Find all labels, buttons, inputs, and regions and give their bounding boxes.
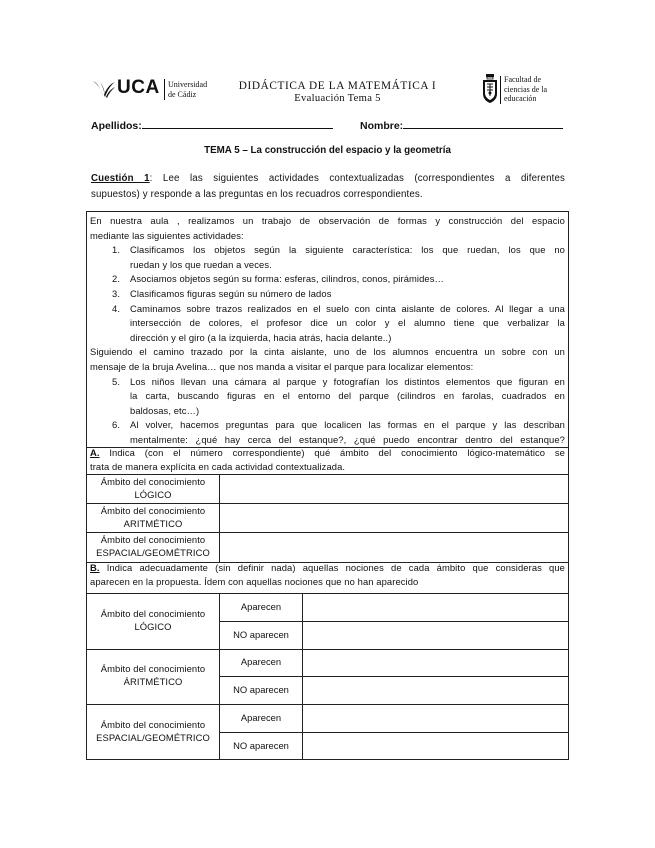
activity-item-5 — [90, 375, 565, 419]
no-aparecen-label-logico: NO aparecen — [233, 629, 289, 640]
no-aparecen-label-espacial: NO aparecen — [233, 740, 289, 751]
section-b-text — [90, 561, 565, 589]
row-title: Ámbito del conocimiento — [100, 663, 206, 674]
answer-b-aritmetico-no-aparecen[interactable] — [304, 678, 567, 703]
row-subtitle: ARITMÉTICO — [123, 517, 183, 529]
activity-item-6 — [90, 418, 565, 447]
activity-num: 6. — [112, 419, 121, 431]
activity-line: Clasificamos figuras según su número de lados — [130, 287, 332, 299]
divider-b-sub-2 — [219, 676, 569, 677]
uca-logo — [92, 76, 212, 104]
row-title: Ámbito del conocimiento — [100, 505, 206, 516]
activity-line: intersección de colores, el profesor dice un color y el alumno tiene que verbalizar la — [130, 317, 565, 329]
tema-title: TEMA 5 – La construcción del espacio y la geometría — [204, 145, 451, 156]
activity-line: baldosas, etc…) — [130, 404, 200, 416]
row-subtitle: ESPACIAL/GEOMÉTRICO — [96, 546, 210, 558]
apellidos-input-line[interactable] — [142, 117, 333, 129]
row-title: Ámbito del conocimiento — [100, 534, 206, 545]
row-title: Ámbito del conocimiento — [100, 608, 206, 619]
faculty-divider — [500, 76, 501, 104]
context-intro-2: mediante las siguientes actividades: — [90, 229, 244, 241]
section-b-text-2: aparecen en la propuesta. Ídem con aquellas nociones que no han aparecido — [90, 576, 419, 588]
nombre-field[interactable] — [360, 117, 563, 132]
answer-b-espacial-aparecen[interactable] — [304, 706, 567, 731]
logo-divider — [164, 79, 165, 100]
answer-a-logico[interactable] — [221, 476, 567, 502]
activity-line: mentalmente: ¿qué hay cerca del estanque?, ¿qué puedo encontrar dentro del estanque? — [130, 433, 565, 445]
question-label: Cuestión 1 — [91, 173, 150, 184]
section-b-row-logico — [87, 608, 219, 633]
activity-num: 5. — [112, 375, 121, 387]
university-name-line-2: de Cádiz — [168, 89, 197, 99]
uca-birds-icon — [92, 78, 116, 100]
aparecen-label-espacial: Aparecen — [240, 712, 282, 723]
faculty-name-line-3: educación — [504, 94, 537, 103]
context-text — [90, 214, 565, 448]
divider-b-row-3 — [86, 704, 569, 705]
row-title: Ámbito del conocimiento — [100, 719, 206, 730]
divider-a-row-2 — [86, 503, 569, 504]
activity-line: Al volver, hacemos preguntas para que localicen las formas en el parque y las describan — [130, 419, 565, 431]
section-a-label: A. — [90, 447, 100, 458]
faculty-name — [504, 75, 547, 104]
context-middle-2: mensaje de la bruja Avelina… que nos manda a visitar el parque para localizar elementos: — [90, 360, 474, 372]
activity-line: ruedan y los que ruedan a veces. — [130, 258, 272, 270]
section-a-text-2: trata de manera explícita en cada actividad contextualizada. — [90, 461, 346, 473]
activity-line: Los niños llevan una cámara al parque y fotografían los distintos elementos que figuran en — [130, 375, 565, 387]
section-a-row-logico — [87, 476, 219, 501]
divider-b-sub-1 — [219, 621, 569, 622]
question-line-2: supuestos) y responde a las preguntas en los recuadros correspondientes. — [91, 188, 423, 200]
row-title: Ámbito del conocimiento — [100, 476, 206, 487]
activity-line: la carta, buscando figuras en el entorno del parque (cilindros en farolas, cuadrados en — [130, 390, 565, 402]
question-text-1: : Lee las siguientes actividades contextualizadas (correspondientes a diferentes — [149, 173, 565, 184]
divider-b-row-1 — [86, 593, 569, 594]
divider-b-col-1 — [219, 593, 220, 759]
answer-b-aritmetico-aparecen[interactable] — [304, 651, 567, 675]
answer-a-espacial[interactable] — [221, 534, 567, 561]
divider-b-sub-3 — [219, 732, 569, 733]
apellidos-label: Apellidos: — [91, 120, 142, 132]
activity-num: 2. — [112, 273, 121, 285]
uca-logo-text: UCA — [117, 77, 160, 98]
faculty-crest-icon — [482, 74, 498, 104]
faculty-name-line-2: ciencias de la — [504, 84, 548, 94]
activity-num: 4. — [112, 302, 121, 314]
activity-num: 1. — [112, 244, 121, 256]
activity-item-3 — [90, 287, 565, 302]
activity-item-4 — [90, 302, 565, 346]
question-statement — [91, 171, 565, 202]
section-a-text-1: Indica (con el número correspondiente) qué ámbito del conocimiento lógico-matemático se — [99, 447, 565, 458]
section-b-line-1 — [90, 561, 565, 575]
divider-a-col — [219, 474, 220, 562]
row-subtitle: ESPACIAL/GEOMÉTRICO — [96, 731, 210, 743]
answer-a-aritmetico[interactable] — [221, 505, 567, 531]
section-a-text — [90, 446, 565, 474]
activity-line: Clasificamos los objetos según la siguiente característica: los que ruedan, los que no — [130, 244, 565, 256]
faculty-logo — [482, 74, 572, 108]
aparecen-label-logico: Aparecen — [240, 601, 282, 612]
no-aparecen-label-aritmetico: NO aparecen — [233, 684, 289, 695]
row-subtitle: ÁRITMÉTICO — [123, 675, 183, 687]
activity-item-2 — [90, 272, 565, 287]
answer-b-logico-aparecen[interactable] — [304, 595, 567, 620]
row-subtitle: LÓGICO — [134, 488, 172, 500]
activity-num: 3. — [112, 287, 121, 299]
answer-b-logico-no-aparecen[interactable] — [304, 623, 567, 648]
divider-b-row-2 — [86, 649, 569, 650]
section-a-line-1 — [90, 446, 565, 460]
course-title: DIDÁCTICA DE LA MATEMÁTICA I — [238, 80, 437, 92]
activity-item-1 — [90, 243, 565, 272]
activity-line: dirección y el giro (a la izquierda, hacia atrás, hacia delante..) — [130, 331, 392, 343]
nombre-label: Nombre: — [360, 120, 404, 132]
section-a-row-espacial — [87, 534, 219, 559]
divider-a-row-3 — [86, 532, 569, 533]
answer-b-espacial-no-aparecen[interactable] — [304, 734, 567, 758]
faculty-name-line-1: Facultad de — [504, 75, 542, 84]
activity-line: Asociamos objetos según su forma: esferas, cilindros, conos, pirámides… — [130, 273, 445, 285]
university-name-line-1: Universidad — [168, 80, 208, 89]
section-b-row-aritmetico — [87, 663, 219, 688]
activity-line: Caminamos sobre trazos realizados en el suelo con cinta aislante de colores. Al llegar a una — [130, 302, 565, 314]
question-line-1 — [91, 171, 565, 187]
university-name — [168, 80, 207, 99]
divider-a-row-1 — [86, 474, 569, 475]
section-b-text-1: Indica adecuadamente (sin definir nada) aquellas nociones de cada ámbito que consideras que — [99, 562, 565, 573]
context-middle-1: Siguiendo el camino trazado por la cinta aislante, uno de los alumnos encuentra un sobre con un — [90, 346, 565, 358]
section-b-row-espacial — [87, 719, 219, 744]
nombre-input-line[interactable] — [403, 117, 563, 129]
row-subtitle: LÓGICO — [134, 620, 172, 632]
aparecen-label-aritmetico: Aparecen — [240, 656, 282, 667]
context-intro-1: En nuestra aula , realizamos un trabajo de observación de formas y construcción del espacio — [90, 215, 565, 226]
section-b-label: B. — [90, 562, 100, 573]
apellidos-field[interactable] — [91, 117, 333, 132]
evaluation-subtitle: Evaluación Tema 5 — [294, 93, 381, 104]
section-a-row-aritmetico — [87, 505, 219, 530]
divider-b-col-2 — [302, 593, 303, 759]
